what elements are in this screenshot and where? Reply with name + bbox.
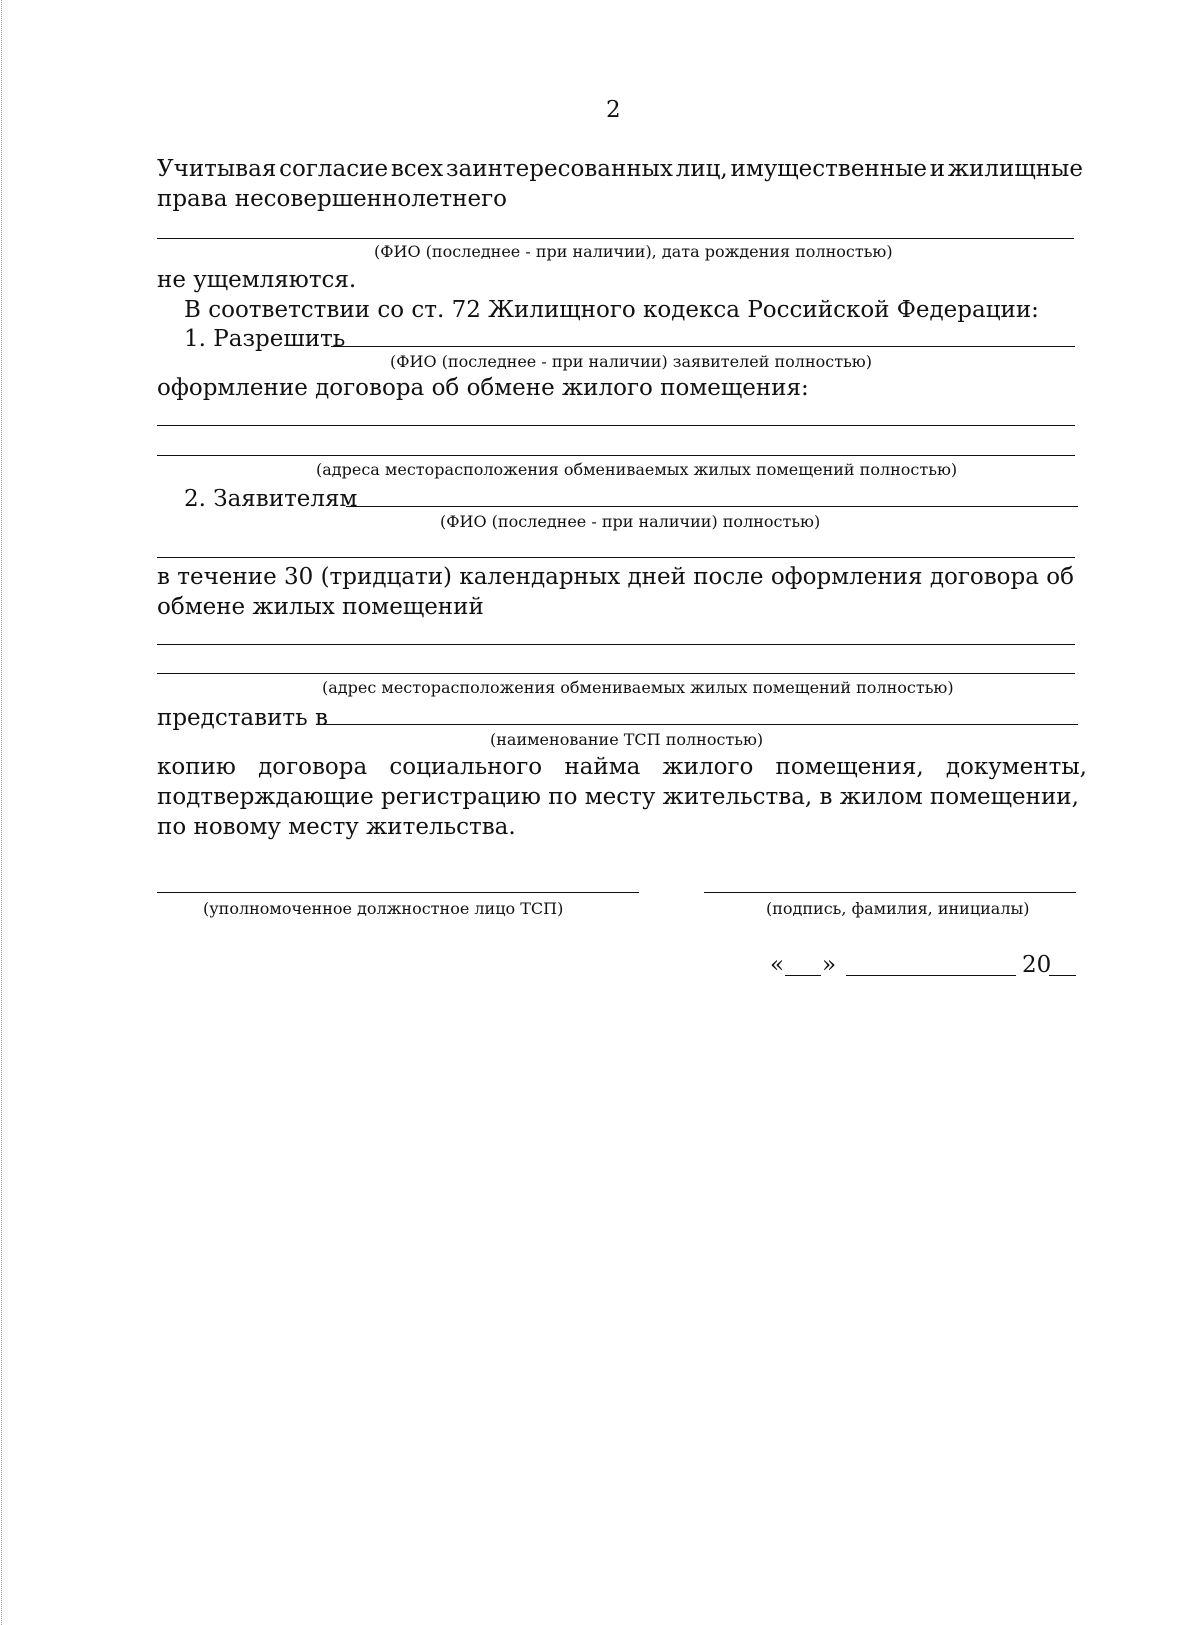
caption-addresses: (адреса месторасположения обмениваемых жилых помещений полностью) [316, 460, 958, 479]
contract-line: оформление договора об обмене жилого помещения: [157, 375, 809, 401]
word: и [929, 156, 946, 182]
tsp-line [322, 724, 1078, 725]
caption-minor: (ФИО (последнее - при наличии), дата рождения полностью) [374, 242, 893, 261]
word: жилищные [947, 156, 1083, 182]
copy-line2: подтверждающие регистрацию по месту жительства, в жилом помещении, [157, 784, 1079, 810]
date-year-line [1049, 975, 1076, 976]
word: лиц, [675, 156, 728, 182]
word: найма [564, 754, 641, 780]
within-line2: обмене жилых помещений [157, 594, 484, 620]
paragraph1-line1 [157, 154, 1083, 184]
word: всех [390, 156, 444, 182]
addresses-line-2 [157, 455, 1075, 456]
scan-edge [1, 0, 3, 1625]
caption-tsp: (наименование ТСП полностью) [490, 730, 764, 749]
caption-official: (уполномоченное должностное лицо ТСП) [203, 899, 564, 918]
address-line-1 [157, 644, 1075, 645]
date-year-prefix: 20 [1022, 952, 1052, 978]
within-line1: в течение 30 (тридцати) календарных дней после оформления договора об [157, 564, 1074, 590]
caption-signature: (подпись, фамилия, инициалы) [766, 899, 1030, 918]
word: Учитывая [157, 156, 277, 182]
address-line-2 [157, 673, 1075, 674]
page-number: 2 [606, 97, 621, 123]
date-close-quote: » [822, 952, 837, 978]
word: копию [157, 754, 236, 780]
word: договора [258, 754, 368, 780]
item2-label: 2. Заявителям [184, 486, 358, 512]
signature-line [704, 892, 1076, 893]
word: заинтересованных [446, 156, 673, 182]
word: согласие [279, 156, 389, 182]
copy-line3: по новому месту жительства. [157, 814, 516, 840]
date-day-line [785, 975, 821, 976]
copy-line1 [157, 752, 1087, 782]
word: жилого [662, 754, 754, 780]
word: социального [389, 754, 543, 780]
paragraph1-line2: права несовершеннолетнего [157, 186, 507, 212]
caption-applicants: (ФИО (последнее - при наличии) заявителей полностью) [390, 352, 872, 371]
blank-line [157, 557, 1075, 558]
word: документы, [945, 754, 1087, 780]
submit-label: представить в [157, 705, 328, 731]
not-infringed-text: не ущемляются. [157, 267, 357, 293]
word: помещения, [775, 754, 924, 780]
item1-label: 1. Разрешить [184, 326, 346, 352]
addresses-line-1 [157, 425, 1075, 426]
date-open-quote: « [770, 952, 785, 978]
applicants-fio-line [346, 506, 1078, 507]
applicants-line [331, 346, 1075, 347]
article-line: В соответствии со ст. 72 Жилищного кодекса Российской Федерации: [184, 297, 1039, 323]
word: имущественные [730, 156, 928, 182]
minor-name-line [157, 238, 1074, 239]
official-signature-line [157, 892, 639, 893]
caption-fio: (ФИО (последнее - при наличии) полностью) [440, 512, 821, 531]
caption-address: (адрес месторасположения обмениваемых жилых помещений полностью) [322, 678, 954, 697]
date-month-line [846, 975, 1016, 976]
